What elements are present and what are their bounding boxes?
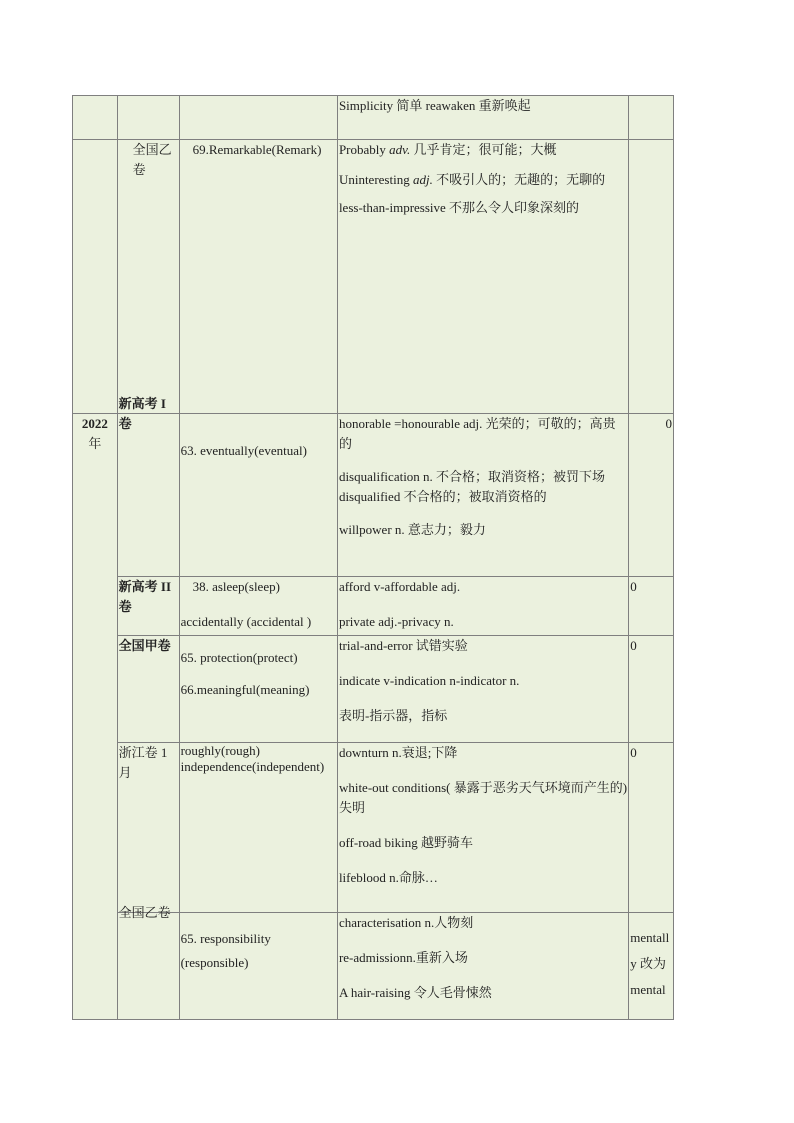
item-line: 69.Remarkable(Remark) (192, 142, 322, 157)
note-cell (629, 414, 674, 577)
item-line: accidentally (accidental ) (180, 614, 312, 629)
vocabulary-table (72, 95, 674, 1020)
paper-cell (117, 905, 179, 1020)
vocab-cell (337, 140, 628, 414)
vocab-cell (337, 913, 628, 1020)
paper-name: 全国乙卷 (132, 142, 172, 177)
item-cell (179, 913, 337, 1020)
paper-name: 全国乙卷 (118, 905, 171, 920)
vocab-line: Uninteresting adj. 不吸引人的；无趣的；无聊的 (338, 172, 606, 187)
vocab-cell (337, 636, 628, 743)
note-value: 0 (630, 579, 637, 594)
note-cell (629, 636, 674, 743)
item-cell (179, 140, 337, 414)
paper-cell (117, 96, 179, 140)
note-value: y 改为 (630, 956, 667, 971)
vocab-line: disqualification n. 不合格；取消资格；被罚下场 (338, 469, 606, 484)
paper-cell (117, 636, 179, 743)
item-line: (responsible) (180, 955, 249, 970)
vocab-line: white-out conditions( 暴露于恶劣天气环境而产生的)失明 (338, 780, 628, 815)
year-cell (73, 414, 118, 1020)
vocab-cell (337, 414, 628, 577)
vocab-line: less-than-impressive 不那么令人印象深刻的 (338, 200, 580, 215)
note-value: mentall (630, 930, 670, 945)
table-row (73, 140, 674, 414)
table-row (73, 577, 674, 636)
item-cell (179, 636, 337, 743)
year-label: 2022 (81, 416, 108, 431)
note-cell (629, 96, 674, 140)
vocab-line: disqualified 不合格的；被取消资格的 (338, 489, 547, 504)
table-row (73, 743, 674, 913)
vocab-line: characterisation n.人物刻 (338, 915, 474, 930)
paper-name: 浙江卷 1 月 (118, 745, 168, 780)
paper-name: 全国甲卷 (118, 638, 171, 653)
item-line: 66.meaningful(meaning) (180, 682, 310, 697)
year-cell (73, 140, 118, 414)
vocab-line: re-admissionn.重新入场 (338, 950, 468, 965)
vocab-line: willpower n. 意志力；毅力 (338, 522, 486, 537)
paper-cell (117, 140, 179, 414)
note-value: 0 (630, 745, 637, 760)
item-line: 63. eventually(eventual) (180, 443, 307, 458)
year-suffix: 年 (88, 436, 102, 451)
vocab-cell (337, 577, 628, 636)
paper-cell (117, 396, 179, 577)
vocab-line: lifeblood n.命脉… (338, 870, 438, 885)
item-line: independence(independent) (180, 759, 325, 774)
item-cell (179, 96, 337, 140)
item-line: 65. responsibility (180, 931, 271, 946)
note-value: 0 (630, 638, 637, 653)
item-line: 38. asleep(sleep) (192, 579, 280, 594)
item-cell (179, 414, 337, 577)
note-cell (629, 577, 674, 636)
paper-cell (117, 577, 179, 636)
item-line: 65. protection(protect) (180, 650, 298, 665)
item-line: roughly(rough) (180, 743, 261, 758)
note-cell (629, 743, 674, 913)
note-value: mental (630, 982, 666, 997)
table-row (73, 96, 674, 140)
table-row (73, 913, 674, 1020)
year-cell (73, 96, 118, 140)
vocab-line: private adj.-privacy n. (338, 614, 454, 629)
item-cell (179, 743, 337, 913)
paper-cell (117, 743, 179, 913)
vocab-line: afford v-affordable adj. (338, 579, 461, 594)
vocab-line: Simplicity 简单 reawaken 重新唤起 (338, 98, 531, 113)
vocab-line: A hair-raising 令人毛骨悚然 (338, 985, 492, 1000)
paper-name: 新高考 II 卷 (118, 579, 172, 614)
vocab-line: downturn n.衰退;下降 (338, 745, 458, 760)
note-cell (629, 140, 674, 414)
vocab-cell (337, 743, 628, 913)
vocab-line: 表明-指示器，指标 (338, 708, 448, 723)
vocab-line: indicate v-indication n-indicator n. (338, 673, 520, 688)
vocab-cell (337, 96, 628, 140)
note-cell (629, 913, 674, 1020)
table-row (73, 414, 674, 577)
note-value: 0 (665, 416, 672, 431)
vocab-line: trial-and-error 试错实验 (338, 638, 468, 653)
table-row (73, 636, 674, 743)
paper-name: 新高考 I 卷 (118, 396, 166, 431)
vocab-line: off-road biking 越野骑车 (338, 835, 474, 850)
vocab-line: Probably adv. 几乎肯定；很可能；大概 (338, 142, 557, 157)
vocab-line: honorable =honourable adj. 光荣的；可敬的；高贵的 (338, 416, 616, 451)
item-cell (179, 577, 337, 636)
